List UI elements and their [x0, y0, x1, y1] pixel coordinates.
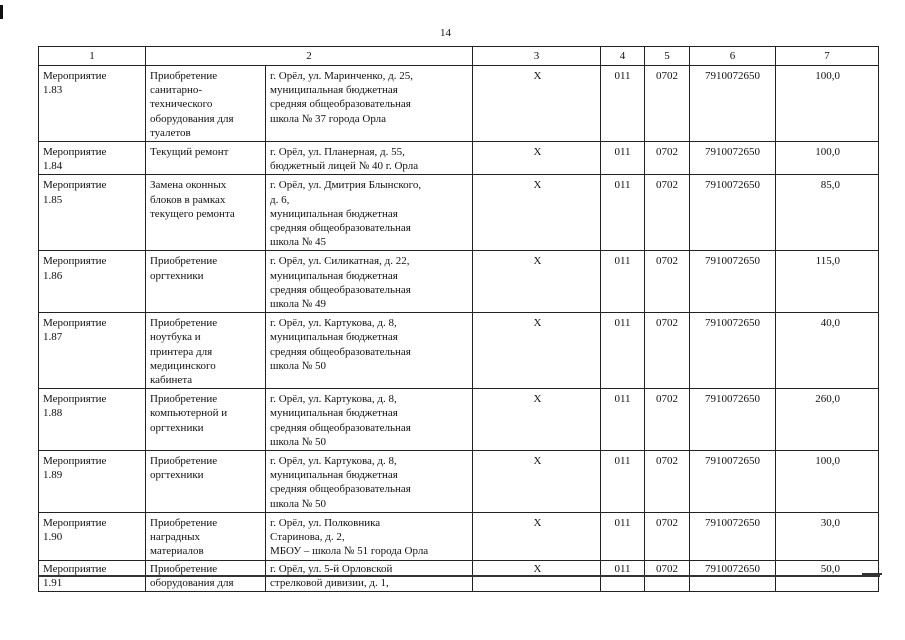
header-col-3: 3	[473, 47, 601, 66]
table-row	[39, 175, 879, 251]
measure-cell: Мероприятие 1.88	[39, 389, 146, 451]
section-cell: 0702	[645, 175, 690, 251]
bottom-rule	[38, 575, 880, 577]
table-row	[39, 512, 879, 560]
address-cell: г. Орёл, ул. Картукова, д. 8, муниципальная бюджетная средняя общеобразовательная школа № 50	[266, 313, 473, 389]
code-cell: 011	[601, 142, 645, 175]
amount-cell: 30,0	[776, 512, 879, 560]
code-cell: 011	[601, 451, 645, 513]
code-cell: 011	[601, 66, 645, 142]
table-row	[39, 389, 879, 451]
amount-cell: 40,0	[776, 313, 879, 389]
address-cell: г. Орёл, ул. 5-й Орловской стрелковой дивизии, д. 1,	[266, 560, 473, 591]
code-cell: 011	[601, 389, 645, 451]
purpose-cell: Приобретение наградных материалов	[146, 512, 266, 560]
article-cell: 7910072650	[690, 66, 776, 142]
scan-margin-mark	[0, 5, 3, 19]
section-cell: 0702	[645, 560, 690, 591]
measure-cell: Мероприятие 1.90	[39, 512, 146, 560]
section-cell: 0702	[645, 389, 690, 451]
purpose-cell: Замена оконных блоков в рамках текущего ремонта	[146, 175, 266, 251]
measure-cell: Мероприятие 1.86	[39, 251, 146, 313]
header-col-7: 7	[776, 47, 879, 66]
code-cell: 011	[601, 313, 645, 389]
section-cell: 0702	[645, 313, 690, 389]
header-col-2: 2	[146, 47, 473, 66]
section-cell: 0702	[645, 66, 690, 142]
purpose-cell: Приобретение ноутбука и принтера для медицинского кабинета	[146, 313, 266, 389]
address-cell: г. Орёл, ул. Планерная, д. 55, бюджетный лицей № 40 г. Орла	[266, 142, 473, 175]
purpose-cell: Приобретение оргтехники	[146, 451, 266, 513]
measure-cell: Мероприятие 1.84	[39, 142, 146, 175]
purpose-cell: Приобретение оргтехники	[146, 251, 266, 313]
table-body	[39, 66, 879, 592]
page-number: 14	[440, 27, 451, 39]
article-cell: 7910072650	[690, 313, 776, 389]
article-cell: 7910072650	[690, 389, 776, 451]
article-cell: 7910072650	[690, 512, 776, 560]
amount-cell: 100,0	[776, 66, 879, 142]
purpose-cell: Приобретение оборудования для	[146, 560, 266, 591]
code-cell: 011	[601, 251, 645, 313]
section-cell: 0702	[645, 251, 690, 313]
fund-cell: X	[473, 313, 601, 389]
address-cell: г. Орёл, ул. Маринченко, д. 25, муниципальная бюджетная средняя общеобразовательная школа № 37 города Орла	[266, 66, 473, 142]
purpose-cell: Приобретение санитарно- технического оборудования для туалетов	[146, 66, 266, 142]
measure-cell: Мероприятие 1.83	[39, 66, 146, 142]
amount-cell: 50,0	[776, 560, 879, 591]
address-cell: г. Орёл, ул. Полковника Старинова, д. 2, МБОУ – школа № 51 города Орла	[266, 512, 473, 560]
header-col-4: 4	[601, 47, 645, 66]
fund-cell: X	[473, 389, 601, 451]
table-header	[39, 47, 879, 66]
section-cell: 0702	[645, 142, 690, 175]
measure-cell: Мероприятие 1.89	[39, 451, 146, 513]
fund-cell: X	[473, 142, 601, 175]
purpose-cell: Текущий ремонт	[146, 142, 266, 175]
article-cell: 7910072650	[690, 251, 776, 313]
purpose-cell: Приобретение компьютерной и оргтехники	[146, 389, 266, 451]
header-col-5: 5	[645, 47, 690, 66]
header-col-1: 1	[39, 47, 146, 66]
measure-cell: Мероприятие 1.87	[39, 313, 146, 389]
amount-cell: 260,0	[776, 389, 879, 451]
fund-cell: X	[473, 560, 601, 591]
amount-cell: 100,0	[776, 142, 879, 175]
section-cell: 0702	[645, 451, 690, 513]
fund-cell: X	[473, 512, 601, 560]
code-cell: 011	[601, 175, 645, 251]
section-cell: 0702	[645, 512, 690, 560]
fund-cell: X	[473, 451, 601, 513]
amount-cell: 100,0	[776, 451, 879, 513]
amount-cell: 85,0	[776, 175, 879, 251]
article-cell: 7910072650	[690, 175, 776, 251]
table-row	[39, 251, 879, 313]
amount-cell: 115,0	[776, 251, 879, 313]
bottom-dash-mark	[862, 573, 882, 575]
measure-cell: Мероприятие 1.91	[39, 560, 146, 591]
fund-cell: X	[473, 175, 601, 251]
table-row	[39, 313, 879, 389]
address-cell: г. Орёл, ул. Дмитрия Блынского, д. 6, муниципальная бюджетная средняя общеобразовательная школа № 45	[266, 175, 473, 251]
code-cell: 011	[601, 512, 645, 560]
address-cell: г. Орёл, ул. Картукова, д. 8, муниципальная бюджетная средняя общеобразовательная школа № 50	[266, 389, 473, 451]
fund-cell: X	[473, 66, 601, 142]
table-row	[39, 66, 879, 142]
header-row	[39, 47, 879, 66]
code-cell: 011	[601, 560, 645, 591]
address-cell: г. Орёл, ул. Силикатная, д. 22, муниципальная бюджетная средняя общеобразовательная школа № 49	[266, 251, 473, 313]
measure-cell: Мероприятие 1.85	[39, 175, 146, 251]
table-row	[39, 142, 879, 175]
article-cell: 7910072650	[690, 560, 776, 591]
article-cell: 7910072650	[690, 142, 776, 175]
budget-table	[38, 46, 879, 592]
address-cell: г. Орёл, ул. Картукова, д. 8, муниципальная бюджетная средняя общеобразовательная школа № 50	[266, 451, 473, 513]
header-col-6: 6	[690, 47, 776, 66]
article-cell: 7910072650	[690, 451, 776, 513]
fund-cell: X	[473, 251, 601, 313]
table-row	[39, 451, 879, 513]
